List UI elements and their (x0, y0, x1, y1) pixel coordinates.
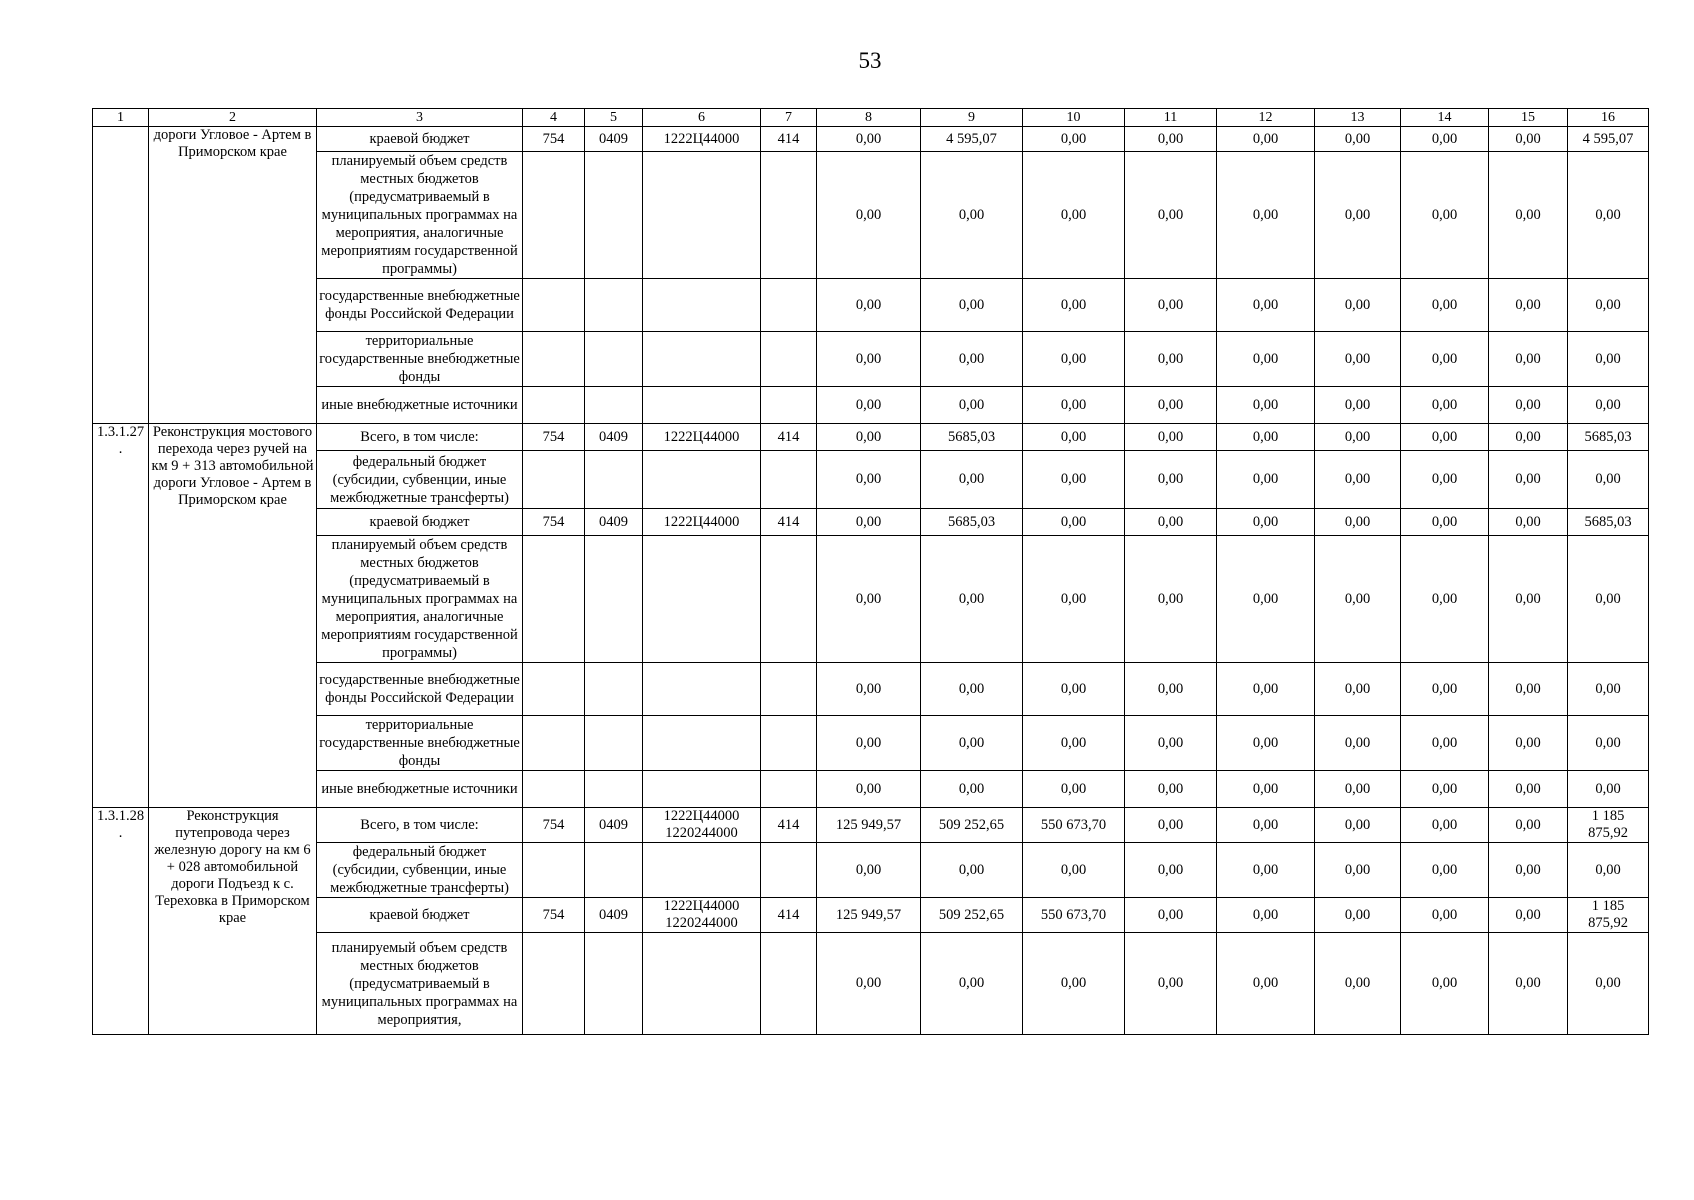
amount-cell: 0,00 (1217, 933, 1315, 1035)
admin-code (523, 663, 585, 716)
section-code (585, 451, 643, 509)
amount-cell: 0,00 (1315, 716, 1401, 771)
column-number-header: 13 (1315, 109, 1401, 127)
table-row (93, 898, 1649, 933)
amount-cell: 0,00 (1125, 933, 1217, 1035)
funding-source: Всего, в том числе: (317, 808, 523, 843)
amount-cell: 0,00 (1401, 332, 1489, 387)
amount-cell: 0,00 (1568, 536, 1649, 663)
amount-cell: 0,00 (1023, 424, 1125, 451)
amount-cell: 0,00 (1401, 127, 1489, 152)
target-article-code: 1222Ц44000 1220244000 (643, 898, 761, 933)
amount-cell: 0,00 (921, 451, 1023, 509)
amount-cell: 0,00 (1401, 933, 1489, 1035)
expense-type-code (761, 843, 817, 898)
expense-type-code: 414 (761, 808, 817, 843)
section-code: 0409 (585, 898, 643, 933)
amount-cell: 0,00 (1568, 332, 1649, 387)
amount-cell: 0,00 (1315, 536, 1401, 663)
amount-cell: 0,00 (1489, 387, 1568, 424)
measure-name: дороги Угловое - Артем в Приморском крае (149, 127, 317, 424)
target-article-code (643, 771, 761, 808)
amount-cell: 0,00 (1568, 152, 1649, 279)
amount-cell: 0,00 (1568, 663, 1649, 716)
amount-cell: 0,00 (1489, 771, 1568, 808)
amount-cell: 0,00 (817, 332, 921, 387)
admin-code (523, 716, 585, 771)
amount-cell: 0,00 (1217, 509, 1315, 536)
amount-cell: 0,00 (921, 716, 1023, 771)
amount-cell: 0,00 (1023, 536, 1125, 663)
admin-code: 754 (523, 808, 585, 843)
amount-cell: 0,00 (1401, 279, 1489, 332)
amount-cell: 0,00 (817, 279, 921, 332)
amount-cell: 0,00 (1489, 933, 1568, 1035)
target-article-code (643, 716, 761, 771)
admin-code (523, 771, 585, 808)
amount-cell: 0,00 (1315, 332, 1401, 387)
amount-cell: 0,00 (1568, 716, 1649, 771)
amount-cell: 0,00 (1217, 279, 1315, 332)
admin-code: 754 (523, 424, 585, 451)
table-row (93, 332, 1649, 387)
measure-code (93, 127, 149, 424)
section-code (585, 279, 643, 332)
admin-code (523, 152, 585, 279)
target-article-code (643, 451, 761, 509)
expense-type-code (761, 332, 817, 387)
amount-cell: 0,00 (817, 536, 921, 663)
amount-cell: 0,00 (1568, 843, 1649, 898)
amount-cell: 0,00 (1217, 387, 1315, 424)
funding-source: территориальные государственные внебюджетные фонды (317, 716, 523, 771)
amount-cell: 0,00 (1125, 152, 1217, 279)
amount-cell: 0,00 (1401, 843, 1489, 898)
amount-cell: 0,00 (1489, 451, 1568, 509)
amount-cell: 0,00 (1489, 279, 1568, 332)
amount-cell: 0,00 (1023, 843, 1125, 898)
target-article-code (643, 536, 761, 663)
amount-cell: 0,00 (1023, 663, 1125, 716)
amount-cell: 125 949,57 (817, 808, 921, 843)
amount-cell: 0,00 (1401, 663, 1489, 716)
expense-type-code (761, 451, 817, 509)
measure-name: Реконструкция мостового перехода через ручей на км 9 + 313 автомобильной дороги Угловое - Артем в Приморском крае (149, 424, 317, 808)
amount-cell: 0,00 (1217, 663, 1315, 716)
amount-cell: 1 185 875,92 (1568, 808, 1649, 843)
table-row (93, 663, 1649, 716)
target-article-code: 1222Ц44000 (643, 509, 761, 536)
expense-type-code (761, 387, 817, 424)
amount-cell: 0,00 (1125, 387, 1217, 424)
column-number-header: 16 (1568, 109, 1649, 127)
admin-code (523, 387, 585, 424)
amount-cell: 0,00 (1315, 509, 1401, 536)
admin-code: 754 (523, 898, 585, 933)
amount-cell: 0,00 (1401, 808, 1489, 843)
amount-cell: 0,00 (1568, 771, 1649, 808)
amount-cell: 0,00 (817, 509, 921, 536)
amount-cell: 0,00 (1315, 663, 1401, 716)
amount-cell: 0,00 (921, 771, 1023, 808)
funding-source: федеральный бюджет (субсидии, субвенции, иные межбюджетные трансферты) (317, 451, 523, 509)
expense-type-code (761, 536, 817, 663)
amount-cell: 0,00 (1315, 152, 1401, 279)
column-number-header: 2 (149, 109, 317, 127)
amount-cell: 4 595,07 (921, 127, 1023, 152)
amount-cell: 0,00 (1023, 451, 1125, 509)
amount-cell: 0,00 (1401, 771, 1489, 808)
table-row (93, 509, 1649, 536)
amount-cell: 0,00 (1125, 332, 1217, 387)
amount-cell: 0,00 (1217, 808, 1315, 843)
target-article-code (643, 332, 761, 387)
column-number-header: 9 (921, 109, 1023, 127)
amount-cell: 5685,03 (1568, 424, 1649, 451)
amount-cell: 0,00 (1023, 387, 1125, 424)
amount-cell: 0,00 (1125, 771, 1217, 808)
amount-cell: 0,00 (1568, 933, 1649, 1035)
amount-cell: 0,00 (1217, 843, 1315, 898)
amount-cell: 0,00 (921, 332, 1023, 387)
amount-cell: 509 252,65 (921, 898, 1023, 933)
amount-cell: 0,00 (1217, 716, 1315, 771)
section-code (585, 536, 643, 663)
amount-cell: 509 252,65 (921, 808, 1023, 843)
measure-code: 1.3.1.27 . (93, 424, 149, 808)
measure-name: Реконструкция путепровода через железную дорогу на км 6 + 028 автомобильной дороги Подъезд к с. Тереховка в Приморском крае (149, 808, 317, 1035)
column-number-header: 6 (643, 109, 761, 127)
target-article-code: 1222Ц44000 1220244000 (643, 808, 761, 843)
amount-cell: 0,00 (1217, 536, 1315, 663)
column-number-header: 10 (1023, 109, 1125, 127)
amount-cell: 0,00 (1315, 279, 1401, 332)
amount-cell: 0,00 (817, 451, 921, 509)
target-article-code (643, 933, 761, 1035)
amount-cell: 0,00 (1568, 387, 1649, 424)
target-article-code (643, 279, 761, 332)
amount-cell: 0,00 (1489, 663, 1568, 716)
funding-source: краевой бюджет (317, 898, 523, 933)
amount-cell: 0,00 (1489, 716, 1568, 771)
section-code: 0409 (585, 127, 643, 152)
target-article-code (643, 663, 761, 716)
target-article-code (643, 152, 761, 279)
amount-cell: 0,00 (1315, 451, 1401, 509)
amount-cell: 0,00 (1217, 127, 1315, 152)
amount-cell: 0,00 (817, 771, 921, 808)
amount-cell: 0,00 (1217, 898, 1315, 933)
funding-source: планируемый объем средств местных бюджетов (предусматриваемый в муниципальных программах на мероприятия, (317, 933, 523, 1035)
amount-cell: 0,00 (1489, 898, 1568, 933)
column-number-header: 14 (1401, 109, 1489, 127)
amount-cell: 0,00 (1217, 771, 1315, 808)
amount-cell: 0,00 (1489, 127, 1568, 152)
table-row (93, 279, 1649, 332)
table-row (93, 771, 1649, 808)
amount-cell: 0,00 (1125, 451, 1217, 509)
expense-type-code: 414 (761, 424, 817, 451)
amount-cell: 125 949,57 (817, 898, 921, 933)
admin-code (523, 451, 585, 509)
table-row (93, 843, 1649, 898)
expense-type-code (761, 279, 817, 332)
amount-cell: 0,00 (1315, 771, 1401, 808)
amount-cell: 0,00 (1023, 771, 1125, 808)
amount-cell: 0,00 (1401, 152, 1489, 279)
amount-cell: 0,00 (921, 843, 1023, 898)
amount-cell: 1 185 875,92 (1568, 898, 1649, 933)
amount-cell: 0,00 (1401, 536, 1489, 663)
amount-cell: 0,00 (1568, 451, 1649, 509)
table-row (93, 716, 1649, 771)
column-number-header: 5 (585, 109, 643, 127)
amount-cell: 0,00 (817, 663, 921, 716)
funding-source: планируемый объем средств местных бюджетов (предусматриваемый в муниципальных программах на мероприятия, аналогичные мероприятиям государственной программы) (317, 536, 523, 663)
amount-cell: 0,00 (1489, 509, 1568, 536)
amount-cell: 0,00 (817, 152, 921, 279)
amount-cell: 0,00 (1217, 424, 1315, 451)
amount-cell: 0,00 (817, 716, 921, 771)
funding-source: территориальные государственные внебюджетные фонды (317, 332, 523, 387)
column-number-header: 4 (523, 109, 585, 127)
amount-cell: 0,00 (921, 279, 1023, 332)
amount-cell: 0,00 (1315, 387, 1401, 424)
admin-code (523, 332, 585, 387)
admin-code (523, 279, 585, 332)
admin-code (523, 933, 585, 1035)
amount-cell: 0,00 (1489, 424, 1568, 451)
admin-code (523, 536, 585, 663)
amount-cell: 0,00 (1401, 716, 1489, 771)
section-code (585, 663, 643, 716)
table-row (93, 387, 1649, 424)
amount-cell: 0,00 (921, 387, 1023, 424)
amount-cell: 0,00 (1489, 332, 1568, 387)
section-code (585, 771, 643, 808)
amount-cell: 0,00 (1023, 279, 1125, 332)
column-number-header: 11 (1125, 109, 1217, 127)
funding-source: иные внебюджетные источники (317, 771, 523, 808)
measure-code: 1.3.1.28 . (93, 808, 149, 1035)
section-code (585, 933, 643, 1035)
amount-cell: 0,00 (1315, 424, 1401, 451)
amount-cell: 0,00 (817, 127, 921, 152)
amount-cell: 0,00 (1315, 808, 1401, 843)
amount-cell: 0,00 (1315, 843, 1401, 898)
amount-cell: 0,00 (1125, 808, 1217, 843)
amount-cell: 5685,03 (921, 509, 1023, 536)
amount-cell: 0,00 (1401, 451, 1489, 509)
section-code: 0409 (585, 808, 643, 843)
section-code: 0409 (585, 424, 643, 451)
expense-type-code: 414 (761, 127, 817, 152)
amount-cell: 0,00 (1217, 451, 1315, 509)
funding-source: государственные внебюджетные фонды Российской Федерации (317, 279, 523, 332)
amount-cell: 0,00 (1023, 933, 1125, 1035)
amount-cell: 0,00 (1217, 152, 1315, 279)
expense-type-code: 414 (761, 898, 817, 933)
amount-cell: 0,00 (1023, 509, 1125, 536)
table-row (93, 152, 1649, 279)
funding-source: иные внебюджетные источники (317, 387, 523, 424)
amount-cell: 5685,03 (1568, 509, 1649, 536)
amount-cell: 0,00 (1125, 536, 1217, 663)
expense-type-code (761, 663, 817, 716)
column-number-header: 1 (93, 109, 149, 127)
section-code (585, 843, 643, 898)
amount-cell: 0,00 (1568, 279, 1649, 332)
funding-source: краевой бюджет (317, 127, 523, 152)
funding-source: краевой бюджет (317, 509, 523, 536)
amount-cell: 0,00 (1401, 898, 1489, 933)
amount-cell: 0,00 (1125, 663, 1217, 716)
amount-cell: 0,00 (1125, 898, 1217, 933)
table-row (93, 127, 1649, 152)
section-code (585, 332, 643, 387)
amount-cell: 0,00 (1023, 127, 1125, 152)
column-number-row (93, 109, 1649, 127)
expense-type-code (761, 152, 817, 279)
amount-cell: 0,00 (921, 663, 1023, 716)
column-number-header: 15 (1489, 109, 1568, 127)
amount-cell: 0,00 (1217, 332, 1315, 387)
expense-type-code (761, 716, 817, 771)
table-row (93, 933, 1649, 1035)
table-row (93, 424, 1649, 451)
funding-source: планируемый объем средств местных бюджетов (предусматриваемый в муниципальных программах на мероприятия, аналогичные мероприятиям государственной программы) (317, 152, 523, 279)
amount-cell: 0,00 (1125, 843, 1217, 898)
amount-cell: 0,00 (1125, 279, 1217, 332)
amount-cell: 0,00 (1401, 424, 1489, 451)
amount-cell: 0,00 (1125, 424, 1217, 451)
admin-code: 754 (523, 127, 585, 152)
admin-code: 754 (523, 509, 585, 536)
section-code: 0409 (585, 509, 643, 536)
amount-cell: 0,00 (1125, 127, 1217, 152)
expense-type-code (761, 933, 817, 1035)
admin-code (523, 843, 585, 898)
target-article-code: 1222Ц44000 (643, 127, 761, 152)
section-code (585, 716, 643, 771)
column-number-header: 12 (1217, 109, 1315, 127)
amount-cell: 0,00 (1401, 509, 1489, 536)
page-number: 53 (858, 48, 882, 73)
amount-cell: 0,00 (1489, 536, 1568, 663)
amount-cell: 0,00 (1023, 332, 1125, 387)
funding-source: федеральный бюджет (субсидии, субвенции, иные межбюджетные трансферты) (317, 843, 523, 898)
amount-cell: 0,00 (1315, 898, 1401, 933)
column-number-header: 8 (817, 109, 921, 127)
table-row (93, 451, 1649, 509)
amount-cell: 0,00 (1489, 843, 1568, 898)
amount-cell: 4 595,07 (1568, 127, 1649, 152)
section-code (585, 152, 643, 279)
amount-cell: 5685,03 (921, 424, 1023, 451)
amount-cell: 0,00 (921, 933, 1023, 1035)
amount-cell: 0,00 (1489, 152, 1568, 279)
amount-cell: 0,00 (817, 424, 921, 451)
amount-cell: 0,00 (817, 843, 921, 898)
amount-cell: 0,00 (921, 152, 1023, 279)
target-article-code: 1222Ц44000 (643, 424, 761, 451)
funding-source: Всего, в том числе: (317, 424, 523, 451)
amount-cell: 0,00 (1401, 387, 1489, 424)
amount-cell: 0,00 (921, 536, 1023, 663)
amount-cell: 0,00 (1023, 152, 1125, 279)
amount-cell: 550 673,70 (1023, 898, 1125, 933)
table-row (93, 808, 1649, 843)
amount-cell: 0,00 (817, 387, 921, 424)
column-number-header: 7 (761, 109, 817, 127)
expense-type-code: 414 (761, 509, 817, 536)
amount-cell: 0,00 (1125, 509, 1217, 536)
target-article-code (643, 843, 761, 898)
expense-type-code (761, 771, 817, 808)
funding-source: государственные внебюджетные фонды Российской Федерации (317, 663, 523, 716)
amount-cell: 0,00 (1315, 127, 1401, 152)
column-number-header: 3 (317, 109, 523, 127)
amount-cell: 550 673,70 (1023, 808, 1125, 843)
amount-cell: 0,00 (1489, 808, 1568, 843)
target-article-code (643, 387, 761, 424)
amount-cell: 0,00 (1315, 933, 1401, 1035)
amount-cell: 0,00 (1023, 716, 1125, 771)
amount-cell: 0,00 (817, 933, 921, 1035)
table-row (93, 536, 1649, 663)
amount-cell: 0,00 (1125, 716, 1217, 771)
budget-table (92, 108, 1649, 1035)
section-code (585, 387, 643, 424)
